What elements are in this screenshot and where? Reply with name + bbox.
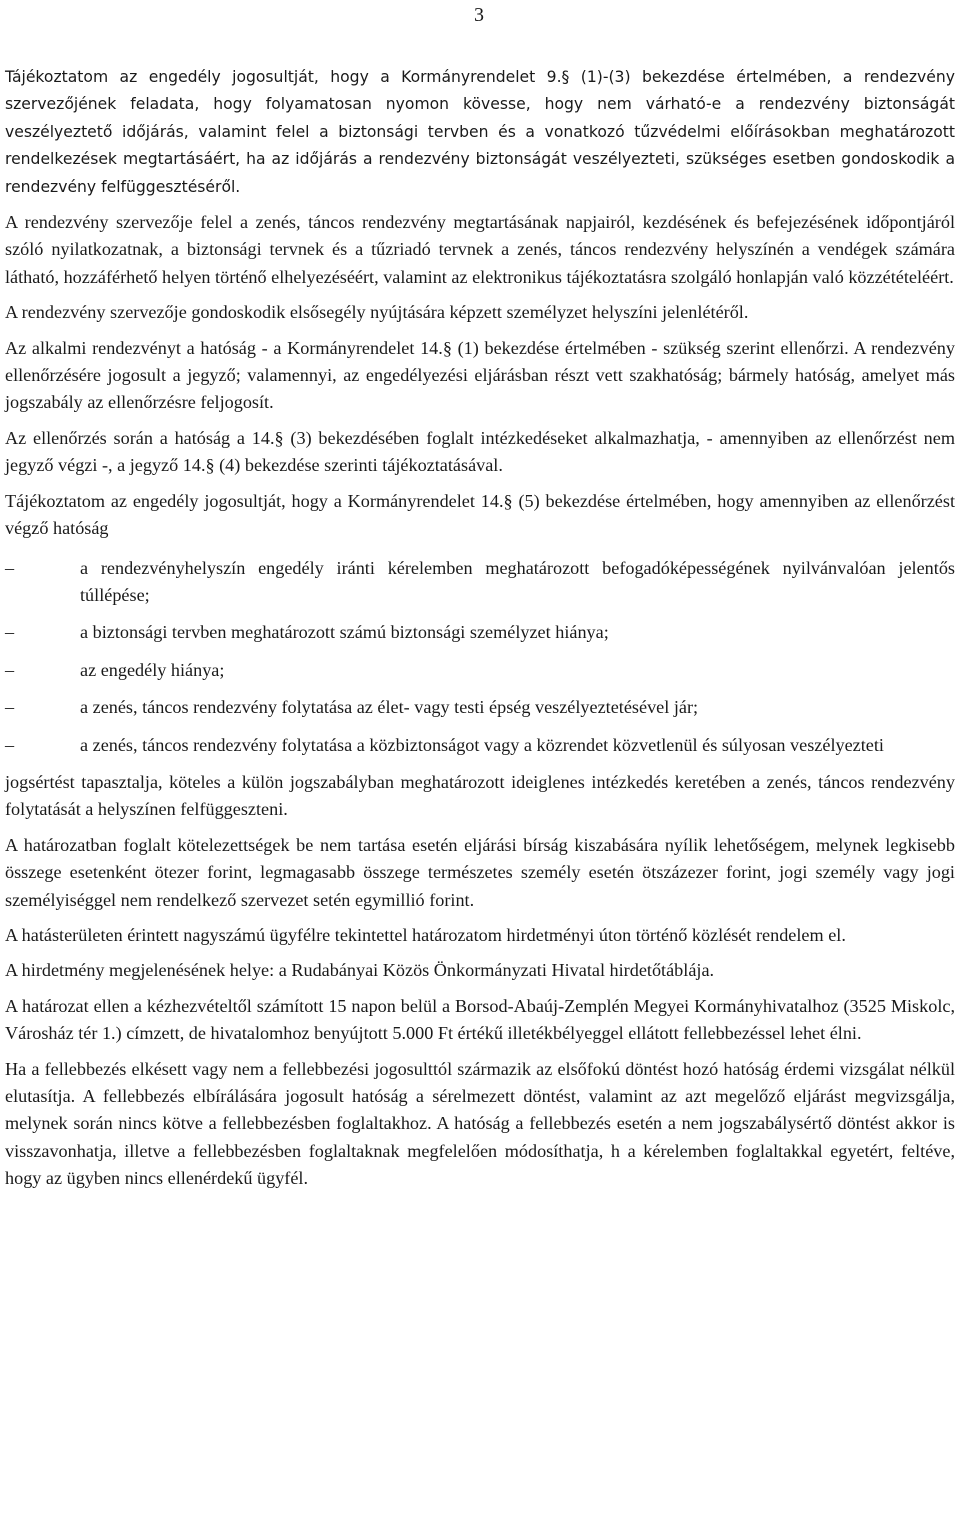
dash-bullet-icon: – xyxy=(5,734,15,755)
paragraph-first-aid: A rendezvény szervezője gondoskodik elsősegély nyújtására képzett személyzet helyszíni jelenlétéről. xyxy=(5,302,749,323)
list-item xyxy=(5,694,955,721)
paragraph-suspension-intro: Tájékoztatom az engedély jogosultját, hogy a Kormányrendelet 14.§ (5) bekezdése értelmében, hogy amennyiben az ellenőrzést végző hatóság xyxy=(5,490,955,539)
dash-bullet-icon: – xyxy=(5,557,15,578)
document-body xyxy=(5,64,955,1201)
list-item-text: a biztonsági tervben meghatározott számú biztonsági személyzet hiánya; xyxy=(80,622,609,643)
paragraph-appeal: A határozat ellen a kézhezvételtől számított 15 napon belül a Borsod-Abaúj-Zemplén Megyei Kormányhivatalhoz (3525 Miskolc, Városház tér 1.) címzett, de hivatalomhoz benyújtott 5.000 Ft értékű illetékbélyeggel ellátott fellebbezéssel lehet élni. xyxy=(5,995,955,1044)
list-item xyxy=(5,555,955,610)
violation-list xyxy=(5,555,955,759)
paragraph-suspension-obligation: jogsértést tapasztalja, köteles a külön jogszabályban meghatározott ideiglenes intézkedés keretében a zenés, táncos rendezvény folytatását a helyszínen felfüggeszteni. xyxy=(5,771,955,820)
list-item xyxy=(5,657,955,684)
list-item-text: a zenés, táncos rendezvény folytatása a közbiztonságot vagy a közrendet közvetlenül és súlyosan veszélyezteti xyxy=(80,734,884,755)
paragraph-appeal-handling: Ha a fellebbezés elkésett vagy nem a fellebbezési jogosulttól származik az elsőfokú döntést hozó hatóság érdemi vizsgálat nélkül elutasítja. A fellebbezés elbírálására jogosult hatóság a sérelmezett döntést, valamint az azt megelőző eljárást megvizsgálja, melynek során nincs kötve a fellebbezésben foglaltakhoz. A hatóság a fellebbezés esetén a nem jogszabálysértő döntést akkor is visszavonhatja, illetve a fellebbezésben foglaltaknak megfelelően módosíthatja, h a kérelemben foglaltakkal egyetért, feltéve, hogy az ügyben nincs ellenérdekű ügyfél. xyxy=(5,1058,955,1189)
paragraph-authority-inspection: Az alkalmi rendezvényt a hatóság - a Kormányrendelet 14.§ (1) bekezdése értelmében - szükség szerint ellenőrzi. A rendezvény ellenőrzésére jogosult a jegyző; valamennyi, az engedélyezési eljárásban részt vett szakhatóság; bármely hatóság, amelyet más jogszabály az ellenőrzésre feljogosít. xyxy=(5,337,955,413)
paragraph-inspection-measures: Az ellenőrzés során a hatóság a 14.§ (3) bekezdésében foglalt intézkedéseket alkalmazhatja, - amennyiben az ellenőrzést nem jegyző végzi -, a jegyző 14.§ (4) bekezdése szerinti tájékoztatásával. xyxy=(5,427,955,476)
paragraph-public-notice: A hatásterületen érintett nagyszámú ügyfélre tekintettel határozatom hirdetményi úton történő közlését rendelem el. xyxy=(5,924,846,945)
page-number: 3 xyxy=(474,4,484,26)
dash-bullet-icon: – xyxy=(5,659,15,680)
dash-bullet-icon: – xyxy=(5,622,15,643)
list-item-text: a zenés, táncos rendezvény folytatása az élet- vagy testi épség veszélyeztetésével jár; xyxy=(80,697,699,718)
paragraph-procedural-fine: A határozatban foglalt kötelezettségek be nem tartása esetén eljárási bírság kiszabására nyílik lehetőségem, melynek legkisebb összege esetenként ötezer forint, legmagasabb összege természetes személy esetén ötszázezer forint, jogi személy vagy jogi személyiséggel nem rendelkező szervezet setén egymillió forint. xyxy=(5,834,955,910)
dash-bullet-icon: – xyxy=(5,697,15,718)
list-item xyxy=(5,732,955,759)
paragraph-organizer-declaration: A rendezvény szervezője felel a zenés, táncos rendezvény megtartásának napjairól, kezdésének és befejezésének időpontjáról szóló nyilatkozatnak, a biztonsági tervnek és a tűzriadó tervnek a zenés, táncos rendezvény helyszínén a vendégek számára látható, hozzáférhető helyen történő elhelyezéséért, valamint az elektronikus tájékoztatásra szolgáló honlapján való közzétételéért. xyxy=(5,212,955,287)
list-item-text: a rendezvényhelyszín engedély iránti kérelemben meghatározott befogadóképességének nyilvánvalóan jelentős túllépése; xyxy=(80,557,955,605)
paragraph-notice-location: A hirdetmény megjelenésének helye: a Rudabányai Közös Önkormányzati Hivatal hirdetőtáblája. xyxy=(5,960,715,981)
paragraph-weather-responsibility: Tájékoztatom az engedély jogosultját, hogy a Kormányrendelet 9.§ (1)-(3) bekezdése értelmében, a rendezvény szervezőjének feladata, hogy folyamatosan nyomon kövesse, hogy nem várható-e a rendezvény biztonságát veszélyeztető időjárás, valamint felel a biztonsági tervben és a vonatkozó tűzvédelmi előírásokban meghatározott rendelkezések megtartásáért, ha az időjárás a rendezvény biztonságát veszélyezteti, szükséges esetben gondoskodik a rendezvény felfüggesztéséről. xyxy=(5,68,955,196)
list-item xyxy=(5,619,955,646)
list-item-text: az engedély hiánya; xyxy=(80,659,225,680)
